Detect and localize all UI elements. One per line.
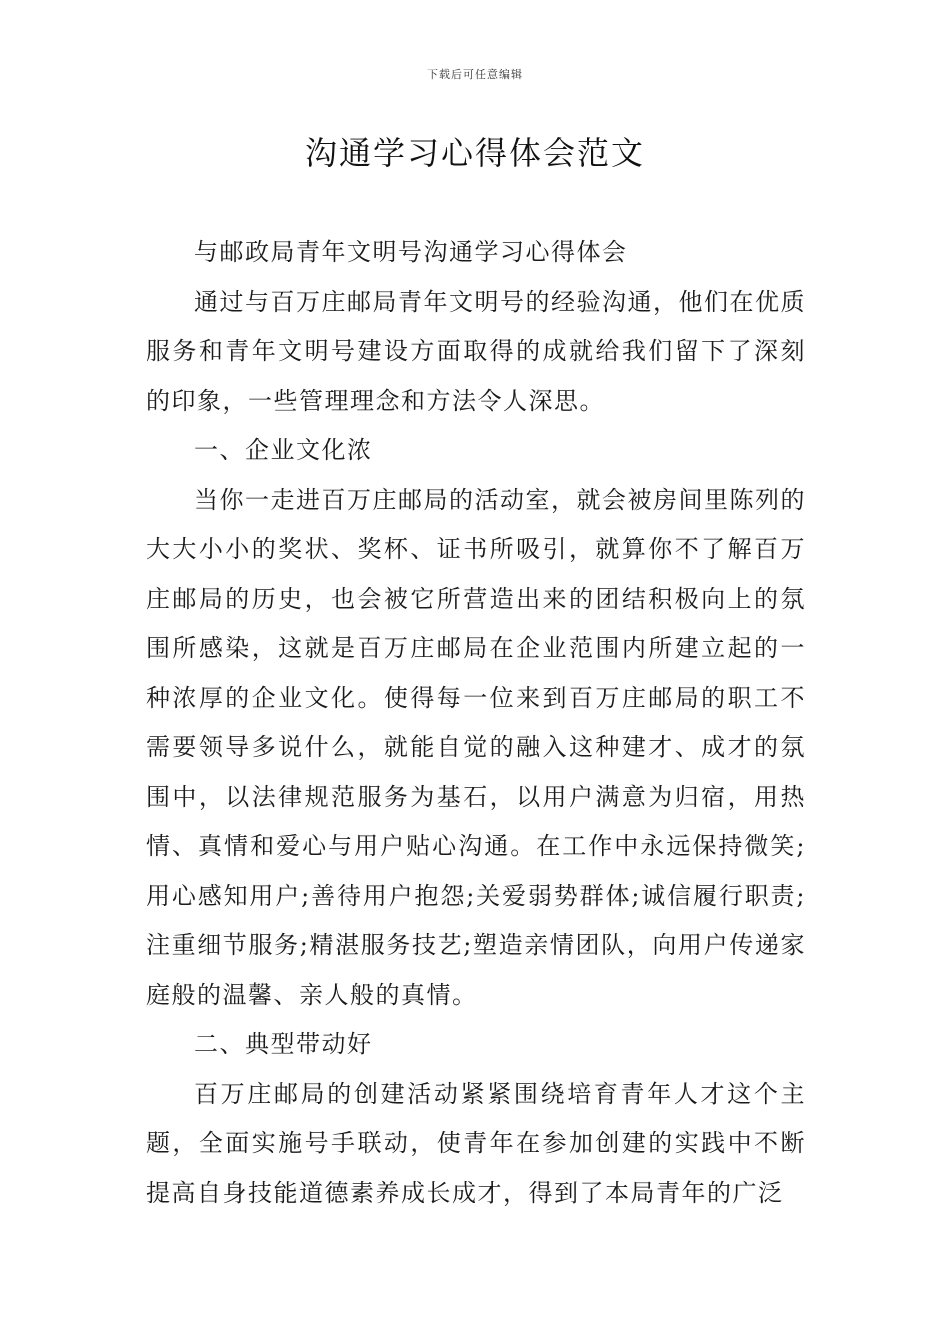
- section-heading-2: 二、典型带动好: [194, 1030, 373, 1058]
- document-body: [146, 228, 806, 1218]
- document-title: 沟通学习心得体会范文: [304, 134, 645, 172]
- subtitle-paragraph: 与邮政局青年文明号沟通学习心得体会: [194, 238, 628, 266]
- section-2-paragraph: 百万庄邮局的创建活动紧紧围绕培育青年人才这个主题，全面实施号手联动，使青年在参加创建的实践中不断提高自身技能道德素养成长成才，得到了本局青年的广泛: [146, 1079, 806, 1207]
- section-1-paragraph: 当你一走进百万庄邮局的活动室，就会被房间里陈列的大大小小的奖状、奖杯、证书所吸引，就算你不了解百万庄邮局的历史，也会被它所营造出来的团结积极向上的氛围所感染，这就是百万庄邮局在企业范围内所建立起的一种浓厚的企业文化。使得每一位来到百万庄邮局的职工不需要领导多说什么，就能自觉的融入这种建才、成才的氛围中，以法律规范服务为基石，以用户满意为归宿，用热情、真情和爱心与用户贴心沟通。在工作中永远保持微笑;用心感知用户;善待用户抱怨;关爱弱势群体;诚信履行职责;注重细节服务;精湛服务技艺;塑造亲情团队，向用户传递家庭般的温馨、亲人般的真情。: [146, 485, 806, 1009]
- section-heading-1: 一、企业文化浓: [194, 436, 373, 464]
- intro-paragraph: 通过与百万庄邮局青年文明号的经验沟通，他们在优质服务和青年文明号建设方面取得的成就给我们留下了深刻的印象，一些管理理念和方法令人深思。: [146, 287, 806, 415]
- header-note: 下载后可任意编辑: [427, 68, 523, 81]
